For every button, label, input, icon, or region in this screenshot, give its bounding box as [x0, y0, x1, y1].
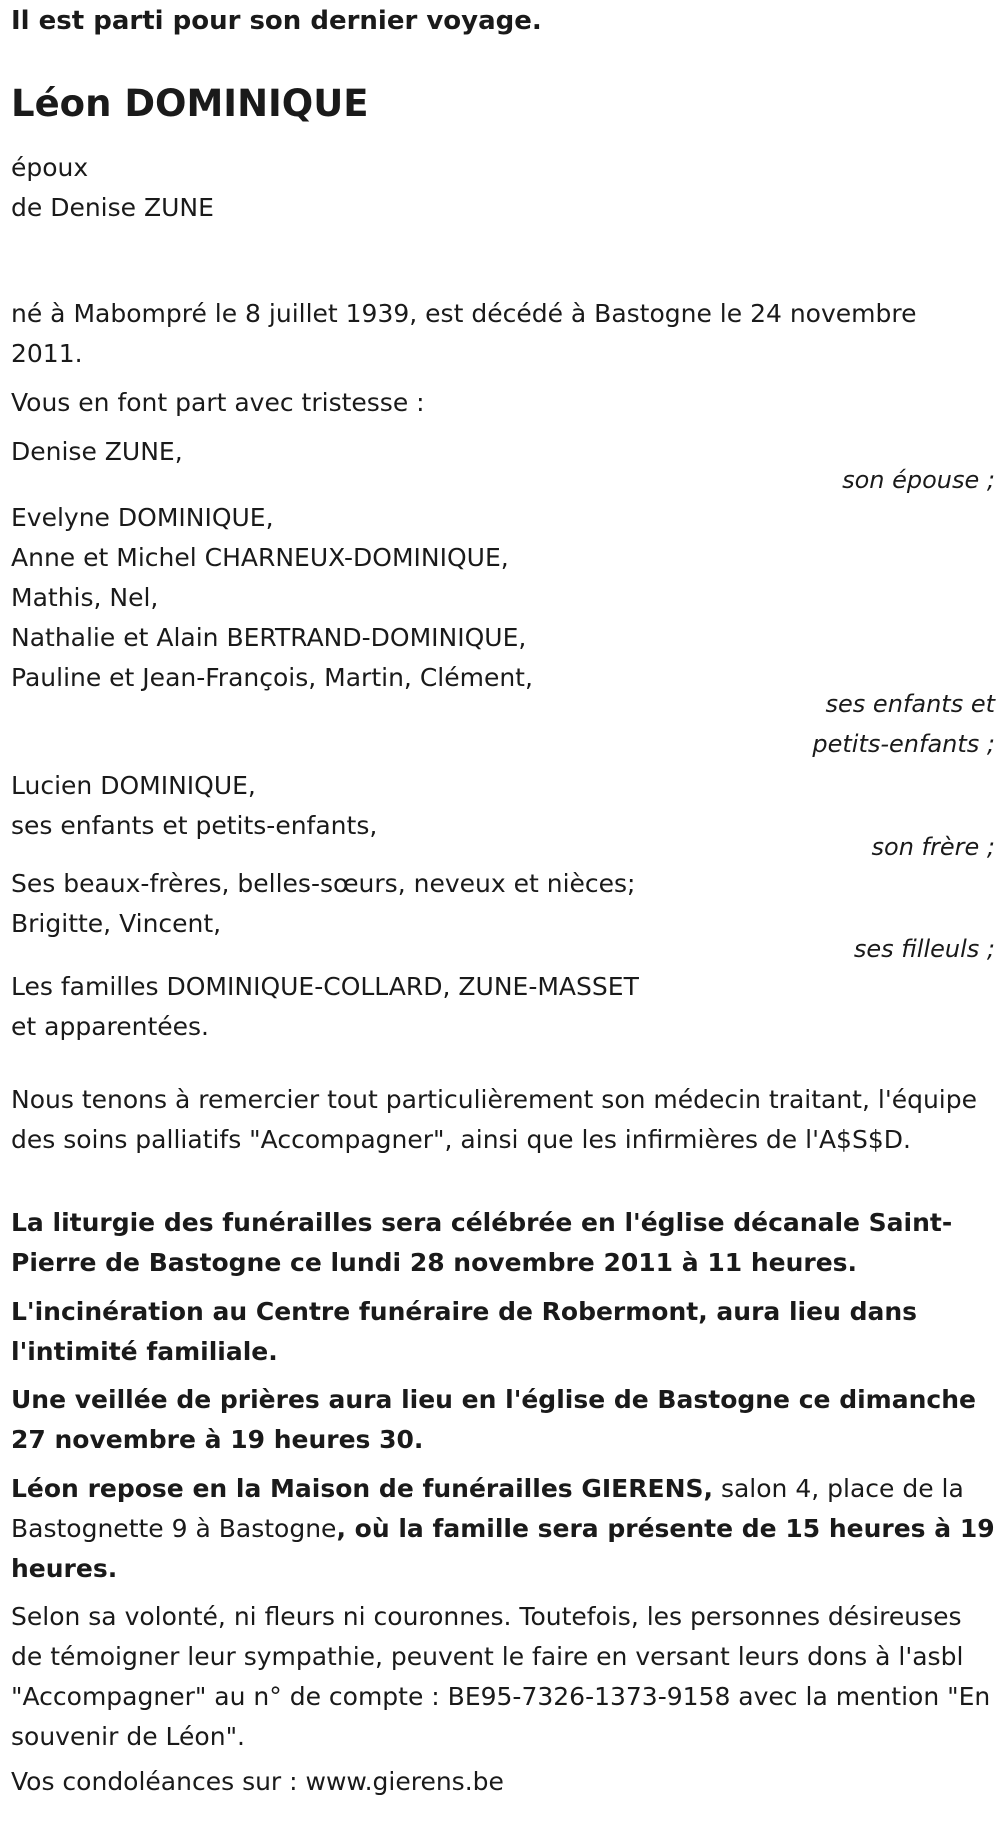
family-group	[11, 967, 639, 1047]
family-group	[11, 432, 183, 472]
family-group	[11, 498, 533, 698]
relation-line: petits-enfants ;	[812, 730, 995, 758]
family-name: Les familles DOMINIQUE-COLLARD, ZUNE-MASSET	[11, 972, 639, 1001]
headline: Il est parti pour son dernier voyage.	[11, 6, 542, 36]
family-name: Mathis, Nel,	[11, 583, 159, 612]
repose	[11, 1469, 996, 1589]
wishes: Selon sa volonté, ni fleurs ni couronnes. Toutefois, les personnes désireuses de témoigner leur sympathie, peuvent le faire en versant leurs dons à l'asbl "Accompagner" au n° de compte : BE95-7326-1373-9158 avec la mention "En souvenir de Léon".	[11, 1602, 991, 1751]
family-relation	[812, 684, 995, 764]
vigil: Une veillée de prières aura lieu en l'église de Bastogne ce dimanche 27 novembre à 19 heures 30.	[11, 1385, 976, 1454]
relation-line: son frère ;	[871, 833, 995, 861]
family-name: Evelyne DOMINIQUE,	[11, 503, 274, 532]
family-name: Anne et Michel CHARNEUX-DOMINIQUE,	[11, 543, 509, 572]
family-relation	[842, 460, 995, 500]
liturgy: La liturgie des funérailles sera célébrée en l'église décanale Saint-Pierre de Bastogne ce lundi 28 novembre 2011 à 11 heures.	[11, 1208, 953, 1277]
repose-location: salon 4, place de la Bastognette 9 à Bastogne	[11, 1474, 964, 1543]
family-name: Lucien DOMINIQUE,	[11, 771, 256, 800]
deceased-name: Léon DOMINIQUE	[11, 82, 369, 125]
thanks: Nous tenons à remercier tout particulièrement son médecin traitant, l'équipe des soins palliatifs "Accompagner", ainsi que les infirmières de l'A$S$D.	[11, 1085, 977, 1154]
condolences: Vos condoléances sur : www.gierens.be	[11, 1767, 504, 1796]
family-group	[11, 864, 635, 944]
repose-bold-start: Léon repose en la Maison de funérailles GIERENS,	[11, 1474, 714, 1503]
family-relation	[854, 929, 995, 969]
family-name: et apparentées.	[11, 1012, 209, 1041]
spouse-block	[11, 148, 214, 228]
family-name: Nathalie et Alain BERTRAND-DOMINIQUE,	[11, 623, 527, 652]
family-name: Denise ZUNE,	[11, 437, 183, 466]
family-name: Brigitte, Vincent,	[11, 909, 222, 938]
relation-line: ses filleuls ;	[853, 935, 995, 963]
announce: Vous en font part avec tristesse :	[11, 388, 425, 417]
birth-death: né à Mabompré le 8 juillet 1939, est décédé à Bastogne le 24 novembre 2011.	[11, 299, 917, 368]
repose-bold-end: , où la famille sera présente de 15 heures à 19 heures.	[11, 1514, 995, 1583]
family-relation	[872, 827, 995, 867]
spouse-line: époux	[11, 153, 89, 182]
relation-line: son épouse ;	[842, 466, 995, 494]
relation-line: ses enfants et	[825, 690, 995, 718]
incineration: L'incinération au Centre funéraire de Robermont, aura lieu dans l'intimité familiale.	[11, 1297, 918, 1366]
family-name: ses enfants et petits-enfants,	[11, 811, 378, 840]
family-group	[11, 766, 377, 846]
family-name: Ses beaux-frères, belles-sœurs, neveux et nièces;	[11, 869, 636, 898]
spouse-line: de Denise ZUNE	[11, 193, 214, 222]
family-name: Pauline et Jean-François, Martin, Clément,	[11, 663, 533, 692]
